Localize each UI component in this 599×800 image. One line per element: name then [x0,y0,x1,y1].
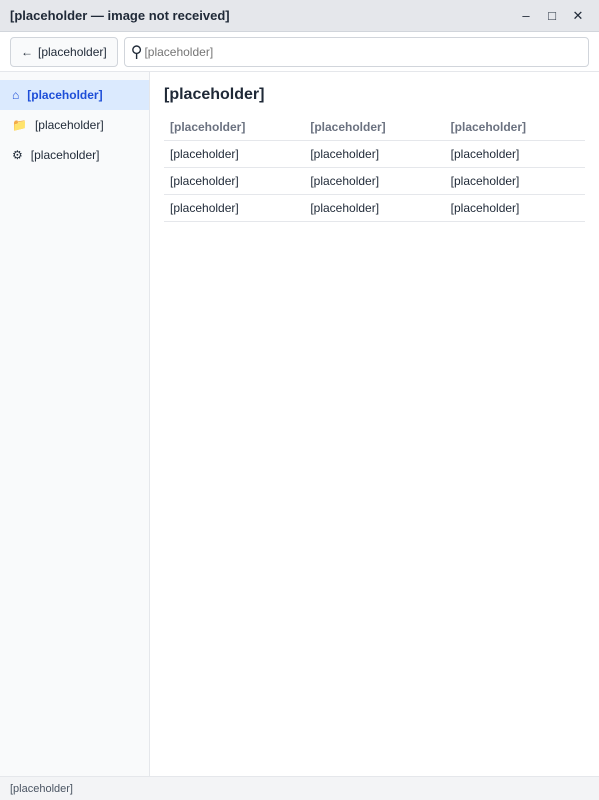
table-cell: [placeholder] [304,168,444,195]
gear-icon: ⚙ [12,148,23,162]
sidebar-item-0[interactable] [0,80,149,110]
search-box [124,37,589,67]
minimize-icon[interactable]: – [522,8,530,23]
column-header[interactable]: [placeholder] [445,114,585,141]
sidebar-item-2[interactable] [0,140,149,170]
table-cell: [placeholder] [164,195,304,222]
table-cell: [placeholder] [445,141,585,168]
sidebar-item-1[interactable] [0,110,149,140]
title-bar [0,0,599,32]
close-icon[interactable]: ✕ [572,7,584,23]
search-icon: ⚲ [130,43,143,61]
table-row[interactable] [164,141,585,168]
main-panel [150,72,599,776]
column-header[interactable]: [placeholder] [164,114,304,141]
table-cell: [placeholder] [445,195,585,222]
status-text: [placeholder] [10,782,73,795]
table-header-row [164,114,585,141]
content-area [0,72,599,776]
back-button[interactable] [10,37,118,67]
table-cell: [placeholder] [164,168,304,195]
window-title: [placeholder — image not received] [10,8,230,23]
table-row[interactable] [164,168,585,195]
maximize-icon[interactable]: □ [548,8,556,23]
table-cell: [placeholder] [304,141,444,168]
sidebar [0,72,150,776]
column-header[interactable]: [placeholder] [304,114,444,141]
sidebar-item-label: [placeholder] [27,88,103,102]
table-cell: [placeholder] [164,141,304,168]
arrow-left-icon: ← [21,44,33,59]
search-input[interactable] [142,44,582,60]
table-row[interactable] [164,195,585,222]
status-bar [0,776,599,800]
table-cell: [placeholder] [445,168,585,195]
sidebar-item-label: [placeholder] [34,118,104,132]
page-title: [placeholder] [164,86,265,103]
folder-icon: 📁 [12,118,27,132]
sidebar-item-label: [placeholder] [30,148,100,162]
toolbar [0,32,599,72]
table-cell: [placeholder] [304,195,444,222]
home-icon: ⌂ [12,88,20,102]
back-button-label: [placeholder] [38,44,107,59]
data-table [164,114,585,222]
